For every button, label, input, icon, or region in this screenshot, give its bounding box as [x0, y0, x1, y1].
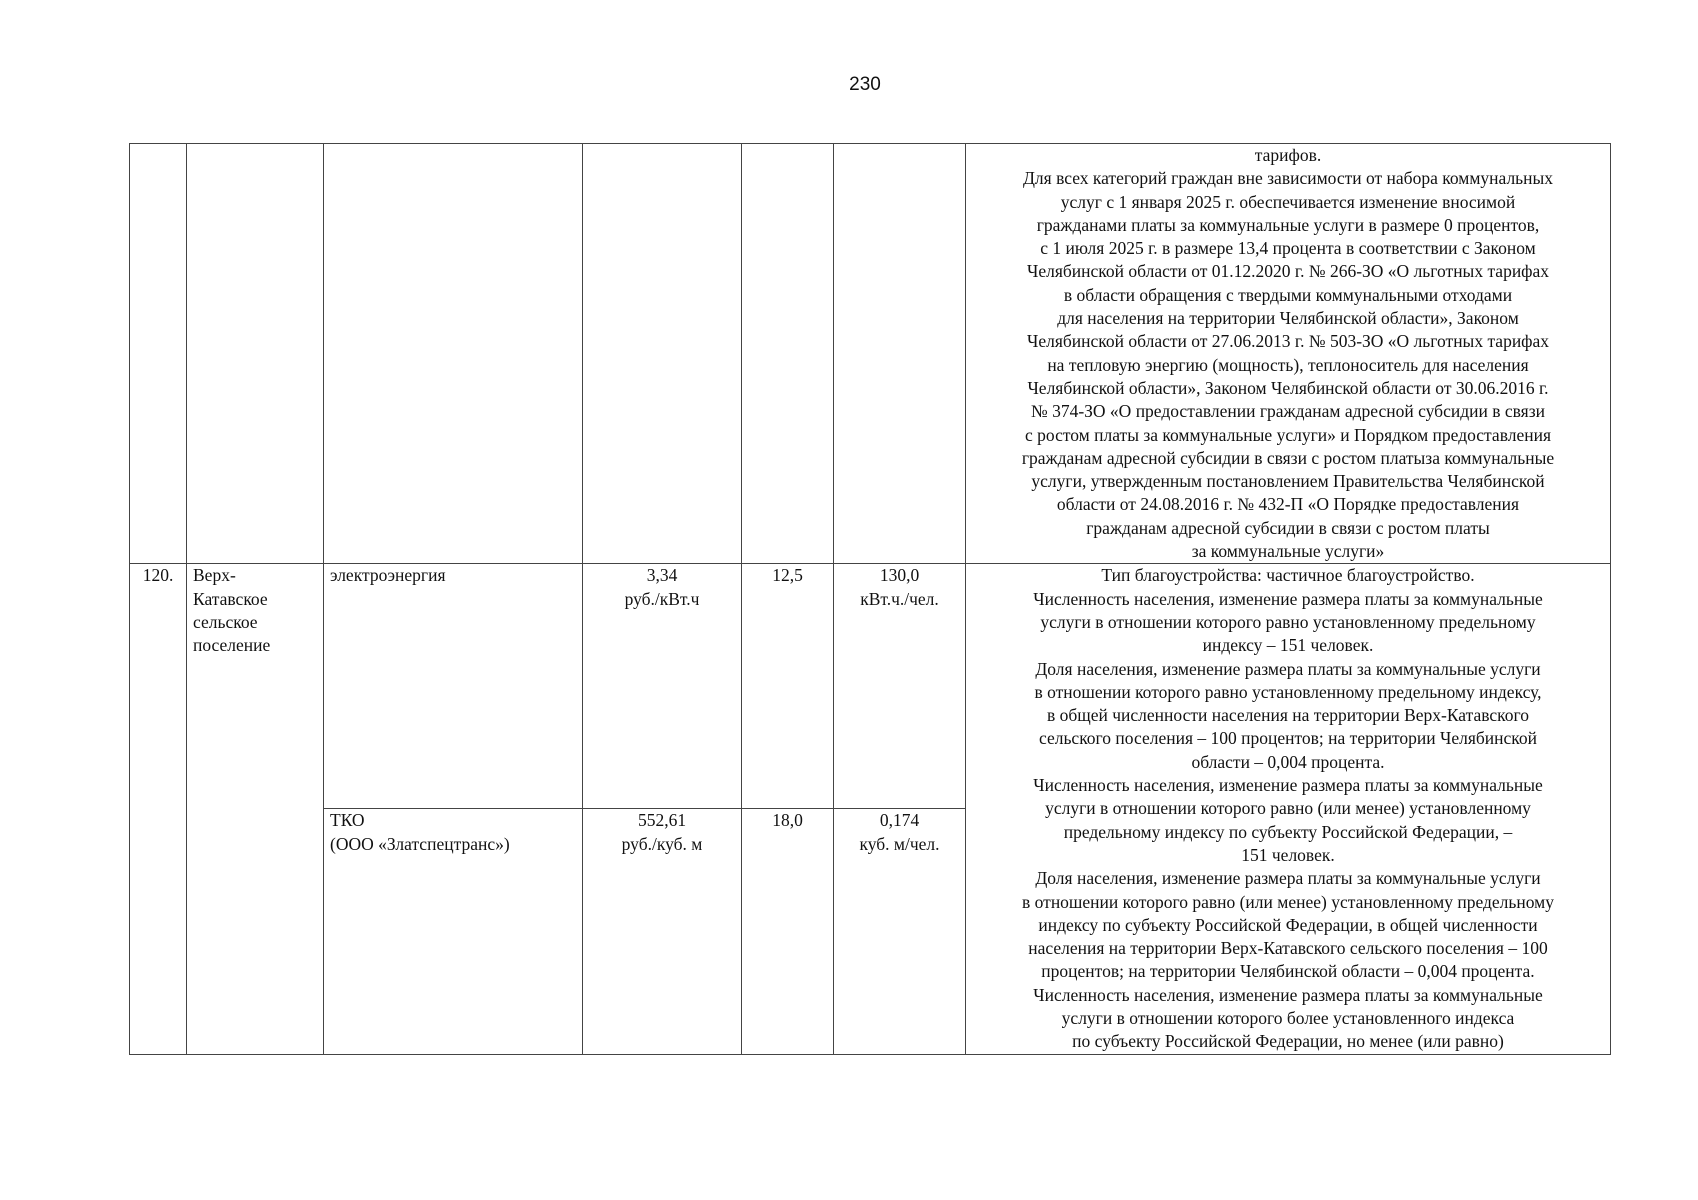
- cell-volume: [834, 144, 966, 564]
- note-line: сельского поселения – 100 процентов; на территории Челябинской: [1038, 728, 1538, 749]
- cell-service: [324, 144, 583, 564]
- note-line: 151 человек.: [1241, 844, 1335, 865]
- note-line: предельному индексу по субъекту Российской Федерации, –: [1063, 821, 1513, 842]
- note-line: тарифов.: [1254, 145, 1322, 165]
- note-line: Доля населения, изменение размера платы за коммунальные услуги: [1035, 868, 1541, 889]
- note-line: Челябинской области», Законом Челябинской области от 30.06.2016 г.: [1027, 377, 1549, 398]
- note-line: в отношении которого равно установленному предельному индексу,: [1034, 681, 1542, 702]
- note-line: по субъекту Российской Федерации, но менее (или равно): [1072, 1031, 1504, 1052]
- note-line: № 374-ЗО «О предоставлении гражданам адресной субсидии в связи: [1031, 401, 1545, 422]
- note-line: гражданам адресной субсидии в связи с ростом платы: [1086, 517, 1490, 538]
- table-row-120-electricity: [130, 564, 1611, 809]
- note-line: Челябинской области от 01.12.2020 г. № 266-ЗО «О льготных тарифах: [1026, 261, 1550, 282]
- note-line: Численность населения, изменение размера платы за коммунальные: [1033, 984, 1543, 1005]
- service-tariff: 552,61 руб./куб. м: [583, 809, 742, 1054]
- note-line: Численность населения, изменение размера платы за коммунальные: [1033, 588, 1543, 609]
- note-line: с 1 июля 2025 г. в размере 13,4 процента в соответствии с Законом: [1040, 238, 1536, 259]
- service-volume: 130,0 кВт.ч./чел.: [834, 564, 966, 809]
- note-line: гражданам адресной субсидии в связи с ростом платыза коммунальные: [1021, 447, 1555, 468]
- cell-growth: [742, 144, 834, 564]
- municipality-name: Верх- Катавское сельское поселение: [187, 564, 324, 1054]
- cell-municipality: [187, 144, 324, 564]
- tariff-table: [129, 143, 1611, 1055]
- service-name: электроэнергия: [324, 564, 583, 809]
- note-line: с ростом платы за коммунальные услуги» и Порядком предоставления: [1025, 424, 1551, 445]
- service-growth: 18,0: [742, 809, 834, 1054]
- note-line: в области обращения с твердыми коммунальными отходами: [1063, 284, 1513, 305]
- note-line: индексу по субъекту Российской Федерации, в общей численности: [1038, 914, 1538, 935]
- row-120-notes: [966, 564, 1611, 1054]
- note-line: за коммунальные услуги»: [1191, 541, 1385, 562]
- note-line: Численность населения, изменение размера платы за коммунальные: [1033, 775, 1543, 796]
- note-line: населения на территории Верх-Катавского сельского поселения – 100: [1028, 938, 1548, 959]
- cell-notes: [966, 144, 1611, 564]
- note-line: области от 24.08.2016 г. № 432-П «О Порядке предоставления: [1056, 494, 1520, 515]
- service-growth: 12,5: [742, 564, 834, 809]
- service-volume: 0,174 куб. м/чел.: [834, 809, 966, 1054]
- table-row-continuation: [130, 144, 1611, 564]
- note-line: индексу – 151 человек.: [1202, 635, 1374, 656]
- service-tariff: 3,34 руб./кВт.ч: [583, 564, 742, 809]
- note-line: в отношении которого равно (или менее) установленному предельному: [1022, 891, 1554, 912]
- note-line: Челябинской области от 27.06.2013 г. № 503-ЗО «О льготных тарифах: [1026, 331, 1550, 352]
- note-line: Для всех категорий граждан вне зависимости от набора коммунальных: [1022, 168, 1554, 189]
- page-number: 230: [849, 74, 881, 95]
- row-number: 120.: [130, 564, 187, 1054]
- note-line: услуги в отношении которого более установленного индекса: [1061, 1007, 1515, 1028]
- service-name: ТКО (ООО «Златспецтранс»): [324, 809, 583, 1054]
- note-line: услуги, утвержденным постановлением Правительства Челябинской: [1031, 471, 1545, 492]
- note-line: услуги в отношении которого равно (или менее) установленному: [1045, 798, 1531, 819]
- note-line: услуги в отношении которого равно установленному предельному: [1040, 611, 1536, 632]
- note-line: на тепловую энергию (мощность), теплоноситель для населения: [1047, 354, 1529, 375]
- note-line: Доля населения, изменение размера платы за коммунальные услуги: [1035, 658, 1541, 679]
- cell-tariff: [583, 144, 742, 564]
- note-line: Тип благоустройства: частичное благоустройство.: [1101, 565, 1475, 586]
- cell-number: [130, 144, 187, 564]
- note-line: услуг с 1 января 2025 г. обеспечивается изменение вносимой: [1060, 191, 1516, 212]
- note-line: гражданами платы за коммунальные услуги в размере 0 процентов,: [1036, 214, 1540, 235]
- note-line: процентов; на территории Челябинской области – 0,004 процента.: [1041, 961, 1535, 982]
- note-line: в общей численности населения на территории Верх-Катавского: [1046, 705, 1530, 726]
- note-line: области – 0,004 процента.: [1191, 751, 1385, 772]
- note-line: для населения на территории Челябинской области», Законом: [1057, 308, 1519, 329]
